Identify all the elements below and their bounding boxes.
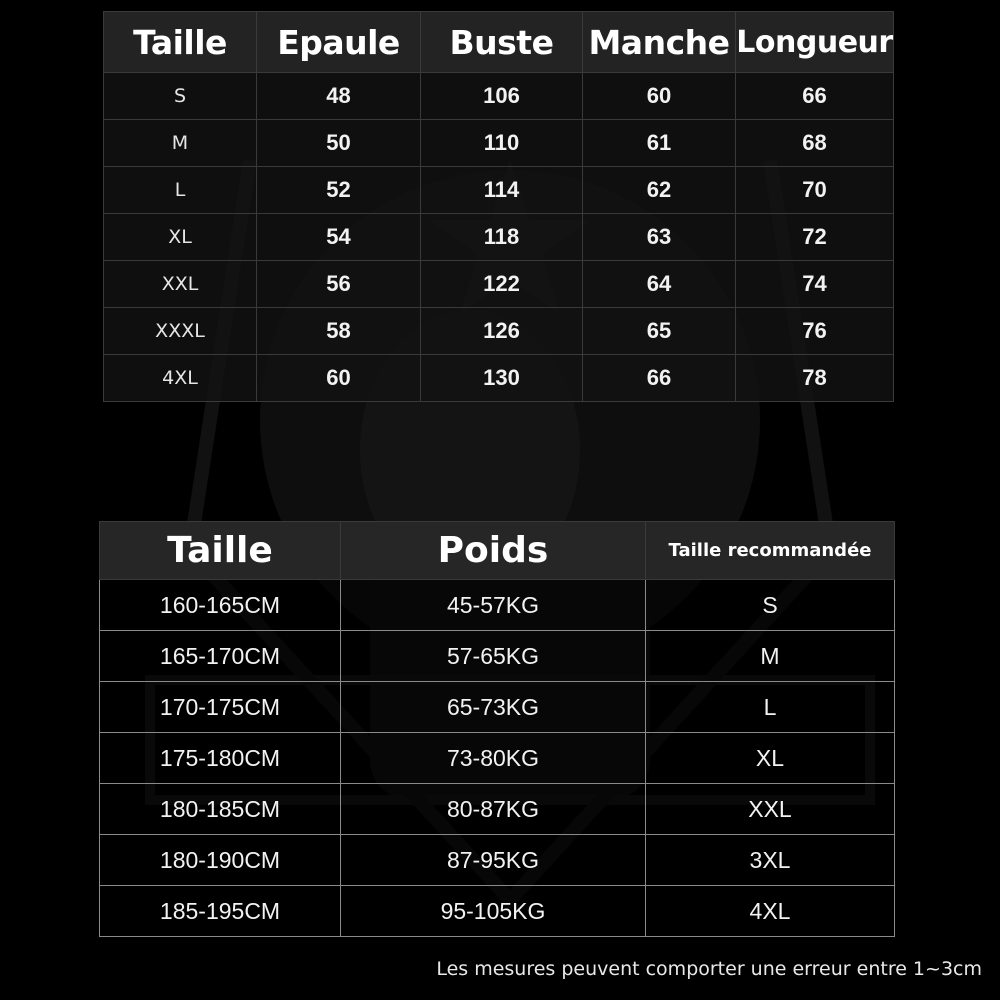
table-cell: L bbox=[646, 682, 895, 733]
table-cell: 64 bbox=[583, 261, 736, 308]
measurements-body bbox=[104, 73, 894, 402]
measurement-error-note: Les mesures peuvent comporter une erreur entre 1~3cm bbox=[436, 958, 982, 980]
table-cell: 80-87KG bbox=[341, 784, 646, 835]
table-cell: 118 bbox=[421, 214, 583, 261]
table-row bbox=[100, 886, 895, 937]
table-cell: 50 bbox=[257, 120, 421, 167]
table-row bbox=[104, 261, 894, 308]
table-cell: 4XL bbox=[646, 886, 895, 937]
table-row bbox=[100, 580, 895, 631]
table-cell: 60 bbox=[583, 73, 736, 120]
table-cell: 180-185CM bbox=[100, 784, 341, 835]
table-cell: M bbox=[104, 120, 257, 167]
recommendation-header-row bbox=[100, 522, 895, 580]
table-cell: 160-165CM bbox=[100, 580, 341, 631]
table-cell: 185-195CM bbox=[100, 886, 341, 937]
table-cell: 122 bbox=[421, 261, 583, 308]
table-cell: L bbox=[104, 167, 257, 214]
table-cell: 66 bbox=[736, 73, 894, 120]
table-row bbox=[104, 214, 894, 261]
table-row bbox=[100, 631, 895, 682]
table-cell: 65-73KG bbox=[341, 682, 646, 733]
header-epaule: Epaule bbox=[257, 12, 421, 73]
table-cell: M bbox=[646, 631, 895, 682]
measurements-header-row bbox=[104, 12, 894, 73]
table-row bbox=[104, 167, 894, 214]
recommendation-body bbox=[100, 580, 895, 937]
table-cell: 76 bbox=[736, 308, 894, 355]
table-cell: 106 bbox=[421, 73, 583, 120]
table-cell: 57-65KG bbox=[341, 631, 646, 682]
table-cell: 165-170CM bbox=[100, 631, 341, 682]
table-row bbox=[100, 835, 895, 886]
table-cell: 63 bbox=[583, 214, 736, 261]
table-cell: 70 bbox=[736, 167, 894, 214]
table-cell: 170-175CM bbox=[100, 682, 341, 733]
table-cell: 78 bbox=[736, 355, 894, 402]
header-taille-cm: Taille bbox=[100, 522, 341, 580]
table-cell: 68 bbox=[736, 120, 894, 167]
table-cell: 130 bbox=[421, 355, 583, 402]
header-buste: Buste bbox=[421, 12, 583, 73]
table-cell: 110 bbox=[421, 120, 583, 167]
table-cell: XXL bbox=[104, 261, 257, 308]
header-taille: Taille bbox=[104, 12, 257, 73]
header-longueur: Longueur bbox=[736, 12, 894, 73]
table-cell: 54 bbox=[257, 214, 421, 261]
header-manche: Manche bbox=[583, 12, 736, 73]
table-cell: XL bbox=[646, 733, 895, 784]
table-cell: 45-57KG bbox=[341, 580, 646, 631]
table-row bbox=[100, 682, 895, 733]
table-cell: 126 bbox=[421, 308, 583, 355]
table-cell: 62 bbox=[583, 167, 736, 214]
table-cell: 180-190CM bbox=[100, 835, 341, 886]
table-cell: XL bbox=[104, 214, 257, 261]
recommendation-table bbox=[99, 521, 895, 937]
table-cell: 58 bbox=[257, 308, 421, 355]
table-cell: 56 bbox=[257, 261, 421, 308]
header-poids: Poids bbox=[341, 522, 646, 580]
table-cell: 114 bbox=[421, 167, 583, 214]
table-cell: 74 bbox=[736, 261, 894, 308]
table-cell: XXXL bbox=[104, 308, 257, 355]
table-cell: 60 bbox=[257, 355, 421, 402]
table-cell: 65 bbox=[583, 308, 736, 355]
table-cell: 52 bbox=[257, 167, 421, 214]
header-taille-recommandee: Taille recommandée bbox=[646, 522, 895, 580]
measurements-table bbox=[103, 11, 894, 402]
table-row bbox=[104, 308, 894, 355]
table-cell: 95-105KG bbox=[341, 886, 646, 937]
table-row bbox=[104, 120, 894, 167]
table-cell: 3XL bbox=[646, 835, 895, 886]
table-cell: 73-80KG bbox=[341, 733, 646, 784]
table-cell: S bbox=[646, 580, 895, 631]
table-cell: XXL bbox=[646, 784, 895, 835]
table-row bbox=[100, 733, 895, 784]
table-cell: 175-180CM bbox=[100, 733, 341, 784]
table-cell: 61 bbox=[583, 120, 736, 167]
table-row bbox=[100, 784, 895, 835]
table-cell: 4XL bbox=[104, 355, 257, 402]
table-cell: S bbox=[104, 73, 257, 120]
table-cell: 87-95KG bbox=[341, 835, 646, 886]
table-cell: 72 bbox=[736, 214, 894, 261]
table-row bbox=[104, 355, 894, 402]
table-cell: 48 bbox=[257, 73, 421, 120]
table-cell: 66 bbox=[583, 355, 736, 402]
table-row bbox=[104, 73, 894, 120]
